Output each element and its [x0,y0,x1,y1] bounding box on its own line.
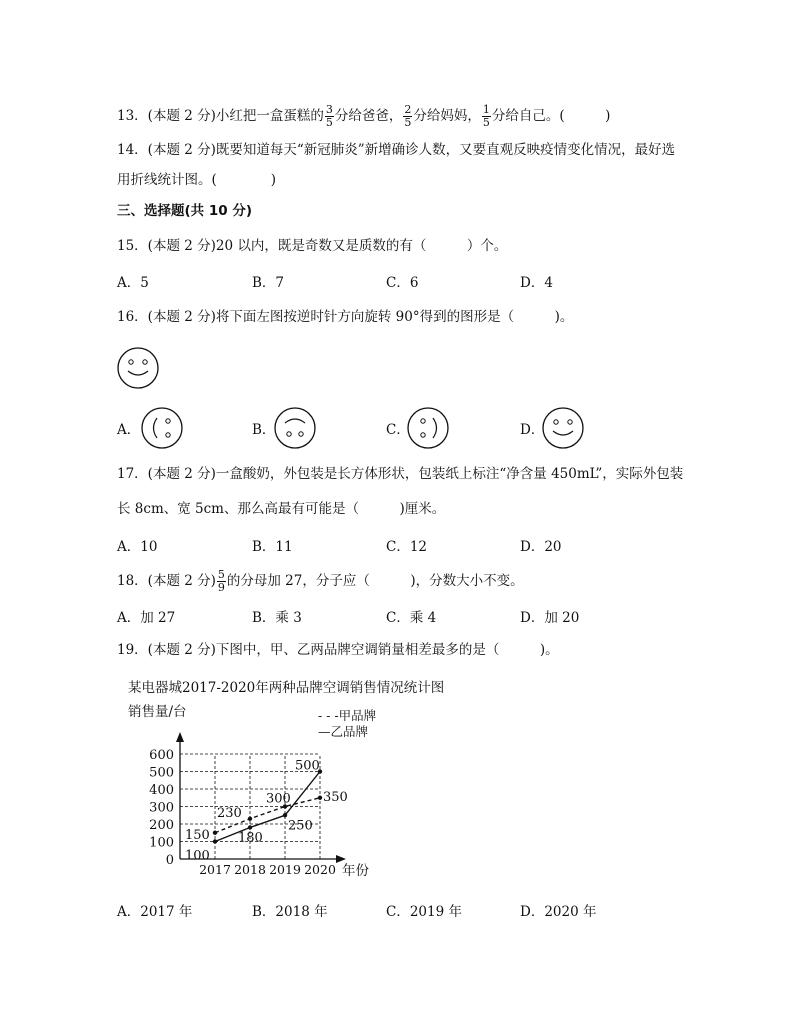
data-point [213,831,217,835]
q16-option-c[interactable]: C． [386,422,410,438]
fraction-2-5: $\frac{2}{5}$ [404,103,412,129]
q13-text-c: 分给妈妈， [413,108,481,124]
data-point [283,813,287,817]
q18-option-c[interactable]: C．乘 4 [386,610,437,626]
question-18 [117,569,524,594]
question-17-line-1: 17．(本题 2 分)一盒酸奶，外包装是长方体形状，包装纸上标注“净含量 450mL”，实际外包装 [117,466,684,482]
face-rotated-right-icon[interactable] [140,406,184,450]
sales-line-chart [120,676,480,886]
q13-text-d: 分给自己。( ) [491,108,611,124]
y-axis-arrow-icon [176,732,184,742]
q16-option-a[interactable]: A． [117,422,141,438]
q17-option-d[interactable]: D．20 [520,539,562,555]
q19-option-d[interactable]: D．2020 年 [520,904,597,920]
y-tick-label: 600 [149,748,174,763]
y-tick-label: 300 [149,800,174,816]
q13-text-b: 分给爸爸， [334,108,403,124]
q18-text-a: 18．(本题 2 分) [117,573,216,589]
y-tick-label: 400 [149,783,174,798]
legend-yi: —乙品牌 [318,724,369,739]
q15-option-a[interactable]: A．5 [117,275,149,291]
y-axis-label: 销售量/台 [128,704,187,720]
x-axis-arrow-icon [336,855,346,863]
x-tick-label: 2018 [234,862,266,877]
q18-option-b[interactable]: B．乘 3 [252,610,302,626]
smiley-face-icon [116,346,160,390]
data-point [248,825,252,829]
question-16: 16．(本题 2 分)将下面左图按逆时针方向旋转 90°得到的图形是（ )。 [117,309,574,325]
data-label: 100 [185,848,210,864]
x-tick-label: 2017 [199,862,231,877]
x-tick-label: 2020 [304,862,336,877]
q15-option-d[interactable]: D．4 [520,275,553,291]
data-label: 300 [266,791,291,807]
question-13 [117,104,610,129]
y-tick-label: 0 [165,853,174,868]
data-point [213,839,217,843]
q13-text-a: 13．(本题 2 分)小红把一盒蛋糕的 [117,108,324,124]
q17-option-b[interactable]: B．11 [252,539,293,555]
legend-jia: - - -甲品牌 [318,708,377,723]
question-14-line-2: 用折线统计图。( ) [117,172,277,188]
data-label: 150 [185,827,210,843]
x-axis-label: 年份 [342,863,369,879]
q19-option-a[interactable]: A．2017 年 [117,904,193,920]
data-point [318,796,322,800]
section-heading: 三、选择题(共 10 分) [117,203,253,219]
question-17-line-2: 长 8cm、宽 5cm、那么高最有可能是（ )厘米。 [117,501,446,517]
data-label: 350 [323,789,348,805]
data-label: 180 [238,830,263,846]
face-rotated-left-icon[interactable] [406,406,450,450]
q18-option-a[interactable]: A．加 27 [117,610,176,626]
face-upright-icon[interactable] [541,406,585,450]
q17-option-c[interactable]: C．12 [386,539,428,555]
q19-option-c[interactable]: C．2019 年 [386,904,462,920]
q16-option-d[interactable]: D． [520,422,545,438]
chart-title: 某电器城2017-2020年两种品牌空调销售情况统计图 [128,680,445,696]
question-19: 19．(本题 2 分)下图中，甲、乙两品牌空调销量相差最多的是（ )。 [117,642,559,658]
fraction-3-5: $\frac{3}{5}$ [325,103,333,129]
face-upside-down-icon[interactable] [273,406,317,450]
question-15: 15．(本题 2 分)20 以内，既是奇数又是质数的有（ ）个。 [117,238,508,254]
y-tick-label: 200 [149,818,174,833]
x-tick-label: 2019 [269,862,301,877]
q17-option-a[interactable]: A．10 [117,539,158,555]
question-14-line-1: 14．(本题 2 分)既要知道每天“新冠肺炎”新增确诊人数，又要直观反映疫情变化情况，最好选 [117,142,676,158]
y-tick-label: 100 [149,835,174,851]
y-tick-label: 500 [149,765,174,781]
q18-text-b: 的分母加 27，分子应（ )，分数大小不变。 [226,573,524,589]
data-label: 500 [295,758,320,774]
fraction-1-5: $\frac{1}{5}$ [482,103,490,129]
data-label: 230 [217,805,242,821]
fraction-5-9: $\frac{5}{9}$ [217,568,225,594]
data-point [248,817,252,821]
q16-option-b[interactable]: B． [252,422,276,438]
q18-option-d[interactable]: D．加 20 [520,610,580,626]
q19-option-b[interactable]: B．2018 年 [252,904,328,920]
data-label: 250 [288,818,313,834]
q15-option-b[interactable]: B．7 [252,275,285,291]
q15-option-c[interactable]: C．6 [386,275,419,291]
